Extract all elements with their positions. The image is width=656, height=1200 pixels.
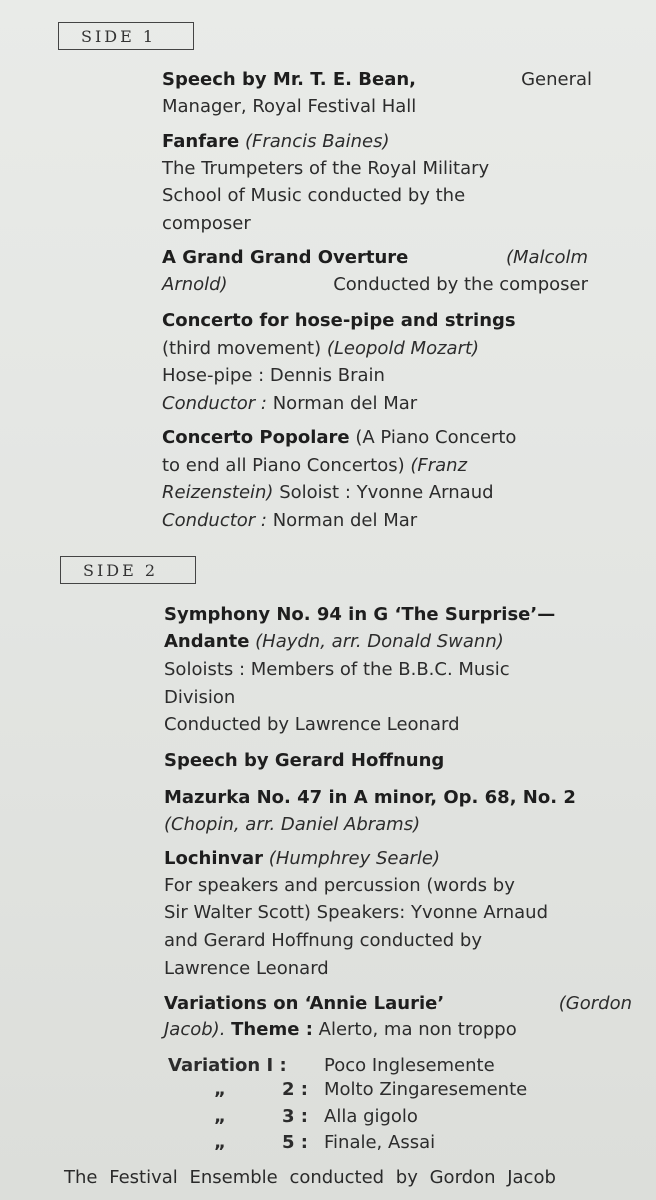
fanfare-title-line — [162, 128, 592, 156]
hose-pipe-conductor-name: Norman del Mar — [272, 393, 418, 414]
variation-1-label: Variation I : — [168, 1055, 287, 1076]
popolare-conductor-label: Conductor : — [162, 510, 267, 531]
popolare-composer-part-2: Reizenstein) — [162, 482, 274, 503]
annie-laurie-line-2 — [164, 1016, 594, 1044]
variation-3-text: Alla gigolo — [324, 1106, 418, 1127]
hose-pipe-conductor-line — [162, 390, 592, 418]
speech-hoffnung-title: Speech by Gerard Hoffnung — [164, 750, 445, 771]
fanfare-line-4: composer — [162, 213, 251, 234]
popolare-conductor-name: Norman del Mar — [272, 510, 418, 531]
annie-laurie-theme-value: Alerto, ma non troppo — [318, 1019, 517, 1040]
variation-5-ditto-mark: „ — [214, 1132, 226, 1153]
popolare-soloist: Soloist : Yvonne Arnaud — [279, 482, 494, 503]
popolare-title: Concerto Popolare — [162, 427, 350, 448]
fanfare-line-3: School of Music conducted by the — [162, 185, 466, 206]
popolare-line-3 — [162, 479, 592, 507]
overture-conductor: Conducted by the composer — [333, 274, 588, 295]
lochinvar-composer: (Humphrey Searle) — [268, 848, 441, 869]
symphony-conductor: Conducted by Lawrence Leonard — [164, 714, 460, 735]
symphony-line-1 — [164, 601, 594, 629]
hose-pipe-title: Concerto for hose-pipe and strings — [162, 310, 516, 331]
hose-pipe-title-line — [162, 307, 592, 335]
symphony-division: Division — [164, 687, 236, 708]
speech-bean-title: Speech by Mr. T. E. Bean, — [162, 69, 417, 90]
speech-bean-line-2: Manager, Royal Festival Hall — [162, 96, 417, 117]
lochinvar-line-1 — [164, 845, 594, 873]
lochinvar-line-2: For speakers and percussion (words by — [164, 875, 515, 896]
overture-title: A Grand Grand Overture — [162, 247, 409, 268]
hose-pipe-line-2 — [162, 335, 592, 363]
side-1-label: SIDE 1 — [58, 22, 194, 50]
variation-5-number: 5 : — [282, 1132, 308, 1153]
hose-pipe-movement: (third movement) — [162, 338, 322, 359]
variation-3-number: 3 : — [282, 1106, 308, 1127]
side-2-label: SIDE 2 — [60, 556, 196, 584]
lochinvar-line-3: Sir Walter Scott) Speakers: Yvonne Arnaud — [164, 902, 548, 923]
variation-2-ditto-mark: „ — [214, 1079, 226, 1100]
annie-laurie-line-1 — [164, 990, 632, 1018]
popolare-subtitle-cont: to end all Piano Concertos) — [162, 455, 405, 476]
lochinvar-title: Lochinvar — [164, 848, 264, 869]
fanfare-composer: (Francis Baines) — [245, 131, 390, 152]
hose-pipe-conductor-label: Conductor : — [162, 393, 267, 414]
popolare-subtitle: (A Piano Concerto — [355, 427, 517, 448]
mazurka-composer: (Chopin, arr. Daniel Abrams) — [164, 814, 421, 835]
variation-1-text: Poco Inglesemente — [324, 1055, 495, 1076]
symphony-title: Symphony No. 94 in G ‘The Surprise’— — [164, 604, 556, 625]
popolare-line-2 — [162, 452, 592, 480]
popolare-conductor-line — [162, 507, 592, 535]
annie-laurie-title: Variations on ‘Annie Laurie’ — [164, 993, 445, 1014]
lochinvar-line-5: Lawrence Leonard — [164, 958, 329, 979]
variation-3-ditto-mark: „ — [214, 1106, 226, 1127]
variation-2-text: Molto Zingaresemente — [324, 1079, 528, 1100]
annie-laurie-composer-part-2: Jacob). — [164, 1019, 226, 1040]
symphony-movement: Andante — [164, 631, 250, 652]
overture-composer-part-2: Arnold) — [162, 274, 228, 295]
fanfare-line-2 — [162, 155, 586, 183]
symphony-soloists: Soloists : Members of the B.B.C. Music — [164, 659, 510, 680]
mazurka-title: Mazurka No. 47 in A minor, Op. 68, No. 2 — [164, 787, 576, 808]
lochinvar-line-4: and Gerard Hoffnung conducted by — [164, 930, 482, 951]
symphony-line-2 — [164, 628, 594, 656]
overture-composer-part-1: (Malcolm — [505, 247, 588, 268]
fanfare-line-2-text: The Trumpeters of the Royal Military — [162, 158, 490, 179]
variation-2-number: 2 : — [282, 1079, 308, 1100]
fanfare-title: Fanfare — [162, 131, 240, 152]
speech-bean-role: General — [521, 69, 592, 90]
speech-bean-line-1 — [162, 66, 592, 94]
overture-line-2 — [162, 271, 588, 299]
ensemble-credit — [64, 1165, 630, 1191]
speech-hoffnung-line — [164, 747, 594, 775]
variation-5-text: Finale, Assai — [324, 1132, 436, 1153]
overture-line-1 — [162, 244, 588, 272]
symphony-composer: (Haydn, arr. Donald Swann) — [255, 631, 504, 652]
annie-laurie-composer-part-1: (Gordon — [558, 993, 632, 1014]
hose-pipe-composer: (Leopold Mozart) — [326, 338, 480, 359]
mazurka-line-1 — [164, 784, 594, 812]
hose-pipe-soloist: Hose-pipe : Dennis Brain — [162, 365, 385, 386]
annie-laurie-theme-label: Theme : — [231, 1019, 313, 1040]
popolare-composer-part-1: (Franz — [410, 455, 468, 476]
ensemble-credit-text: The Festival Ensemble conducted by Gordon Jacob — [64, 1167, 556, 1188]
popolare-line-1 — [162, 424, 592, 452]
